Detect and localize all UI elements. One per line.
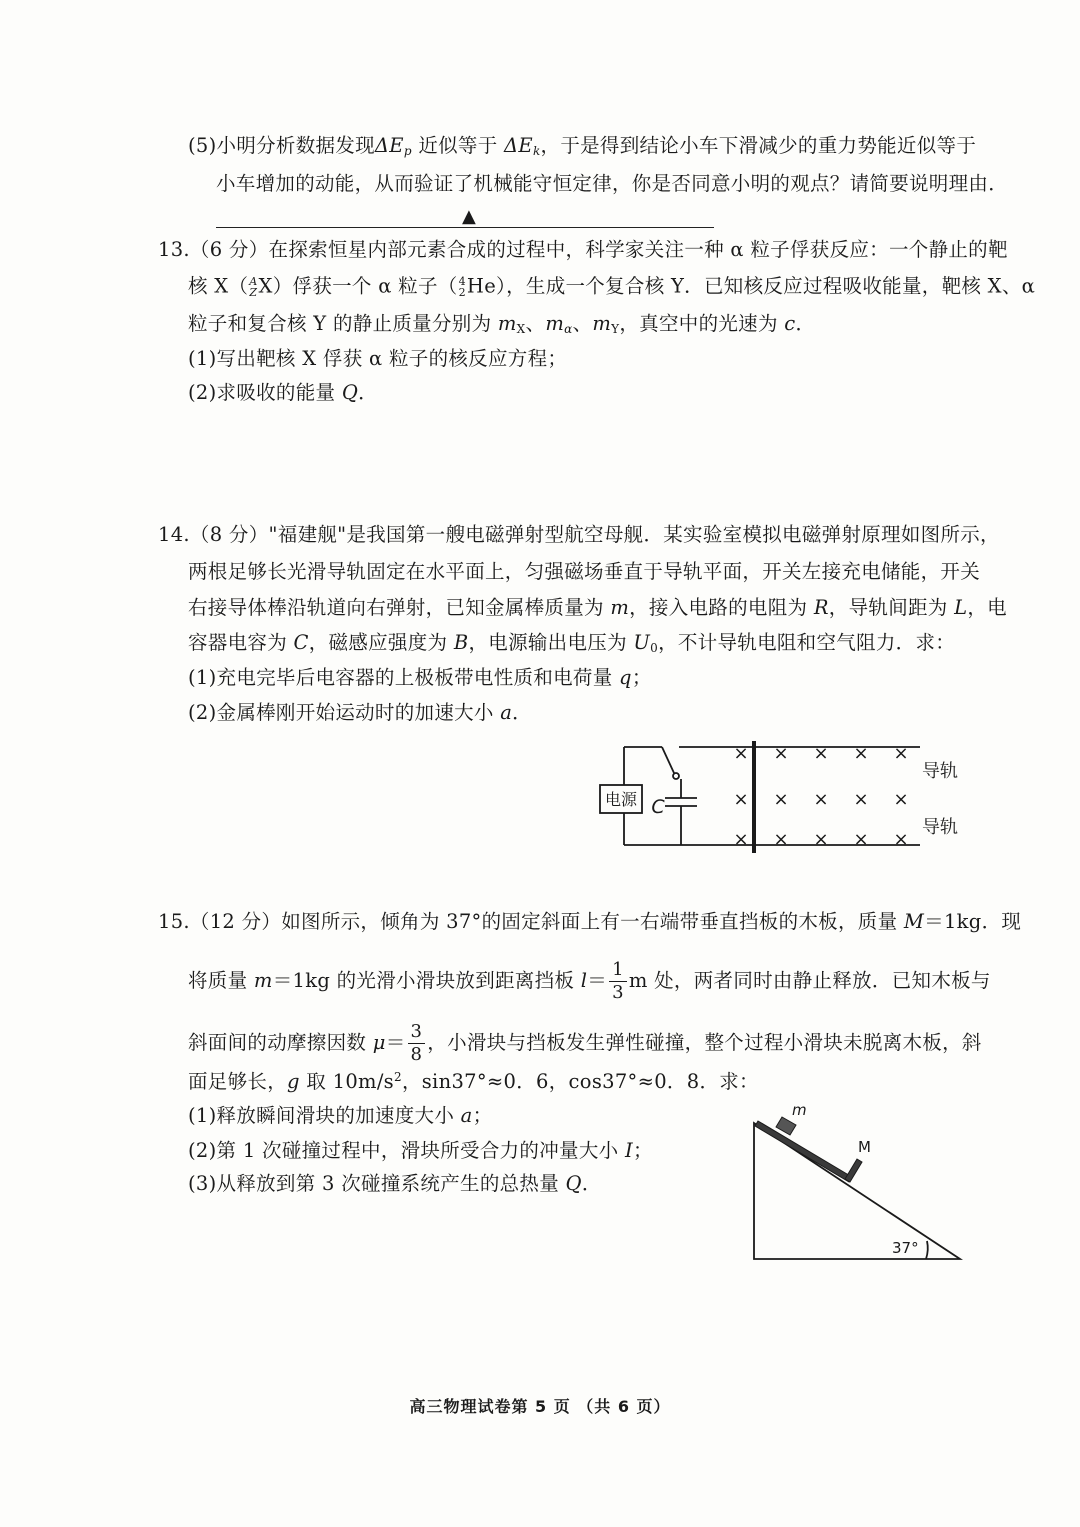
- q14-part2: (2)金属棒刚开始运动时的加速大小 a．: [188, 701, 532, 724]
- x-isotope: A Z: [249, 275, 258, 299]
- board-M-label: M: [858, 1138, 871, 1156]
- q14-line1: 14.（8 分）"福建舰"是我国第一艘电磁弹射型航空母舰．某实验室模拟电磁弹射原理如图所示，: [158, 523, 1000, 546]
- q12-part5-line2: 小车增加的动能，从而验证了机械能守恒定律，你是否同意小明的观点？请简要说明理由．: [216, 172, 1009, 195]
- he-isotope: 4 2: [458, 275, 466, 299]
- q13-part1: (1)写出靶核 X 俘获 α 粒子的核反应方程；: [188, 347, 568, 370]
- field-cross-mark: ×: [733, 789, 749, 810]
- field-cross-mark: ×: [853, 829, 869, 850]
- field-cross-mark: ×: [733, 829, 749, 850]
- field-cross-mark: ×: [773, 829, 789, 850]
- answer-line: [216, 227, 714, 228]
- q14-part1: (1)充电完毕后电容器的上极板带电性质和电荷量 q；: [188, 666, 652, 689]
- source-label: 电源: [604, 790, 638, 809]
- q14-circuit-figure: [590, 735, 980, 860]
- field-cross-mark: ×: [853, 743, 869, 764]
- field-cross-mark: ×: [893, 743, 909, 764]
- q15-line3: 斜面间的动摩擦因数 μ＝ $\frac{3}{8}$ ，小滑块与挡板发生弹性碰撞，整个过程小滑块未脱离木板，斜: [188, 1021, 982, 1065]
- field-cross-mark: ×: [813, 743, 829, 764]
- q13-part2: (2)求吸收的能量 Q．: [188, 381, 378, 404]
- block-m-label: m: [792, 1101, 807, 1119]
- field-cross-mark: ×: [893, 829, 909, 850]
- q15-part2: (2)第 1 次碰撞过程中，滑块所受合力的冲量大小 I；: [188, 1139, 653, 1162]
- fraction-mu: $\frac{3}{8}$: [408, 1023, 426, 1064]
- page-footer: 高三物理试卷第 5 页 （共 6 页）: [409, 1397, 671, 1416]
- q12-part5-line1: (5)小明分析数据发现$\Delta E_p$ 近似等于 $\Delta E_k$，于是得到结论小车下滑减少的重力势能近似等于: [188, 134, 977, 158]
- fraction-l: $\frac{1}{3}$: [609, 961, 627, 1002]
- rail-label-top: 导轨: [922, 761, 958, 782]
- field-cross-mark: ×: [733, 743, 749, 764]
- field-cross-mark: ×: [773, 789, 789, 810]
- q15-part3: (3)从释放到第 3 次碰撞系统产生的总热量 Q．: [188, 1172, 602, 1195]
- field-cross-mark: ×: [813, 829, 829, 850]
- field-cross-mark: ×: [773, 743, 789, 764]
- q15-incline-figure: [740, 1095, 970, 1270]
- q15-part1: (1)释放瞬间滑块的加速度大小 a；: [188, 1104, 493, 1127]
- q14-line4: 容器电容为 C，磁感应强度为 B，电源输出电压为 $U_0$，不计导轨电阻和空气阻力．求：: [188, 631, 956, 655]
- q13-line3: 粒子和复合核 Y 的静止质量分别为 $m_X$、$m_\alpha$、$m_Y$，真空中的光速为 c．: [188, 312, 816, 336]
- q13-line1: 13.（6 分）在探索恒星内部元素合成的过程中，科学家关注一种 α 粒子俘获反应：一个静止的靶: [158, 238, 1008, 261]
- q14-line3: 右接导体棒沿轨道向右弹射，已知金属棒质量为 m，接入电路的电阻为 R，导轨间距为 L，电: [188, 596, 1007, 619]
- field-cross-mark: ×: [893, 789, 909, 810]
- rail-label-bottom: 导轨: [922, 817, 958, 838]
- q15-line4: 面足够长，g 取 $10m/s^2$，sin37°≈0．6，cos37°≈0．8．求：: [188, 1070, 759, 1093]
- q14-line2: 两根足够长光滑导轨固定在水平面上，匀强磁场垂直于导轨平面，开关左接充电储能，开关: [188, 560, 981, 583]
- field-cross-mark: ×: [813, 789, 829, 810]
- answer-mark-icon: ▲: [462, 206, 476, 227]
- q15-line2: 将质量 m＝1kg 的光滑小滑块放到距离挡板 l＝ $\frac{1}{3}$ m 处，两者同时由静止释放．已知木板与: [188, 959, 991, 1003]
- capacitor-label: C: [651, 796, 665, 818]
- magnetic-field-crosses: [733, 743, 908, 850]
- q15-line1: 15.（12 分）如图所示，倾角为 37°的固定斜面上有一右端带垂直挡板的木板，质量 M＝1kg．现: [158, 910, 1022, 933]
- angle-label: 37°: [892, 1239, 919, 1257]
- q13-line2: 核 X（ A Z X）俘获一个 α 粒子（ 4 2 He），生成一个复合核 Y．已知核反应过程吸收能量，靶核 X、α: [188, 274, 1036, 299]
- field-cross-mark: ×: [853, 789, 869, 810]
